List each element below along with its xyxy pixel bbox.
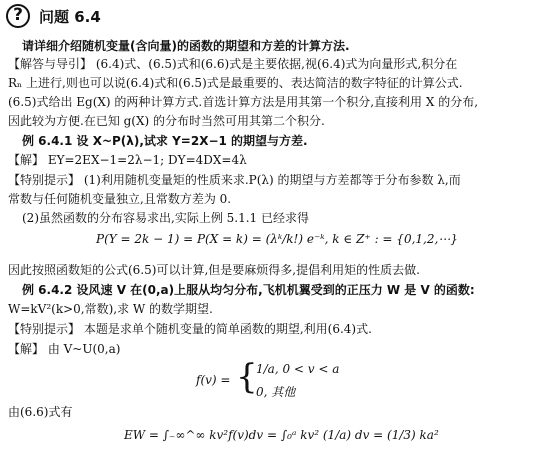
solution-6-4-1: 【解】 EY=2EX−1=2λ−1; DY=4DX=4λ [8,153,247,167]
answer-guide-line-1: 【解答与导引】 (6.4)式、(6.5)式和(6.6)式是主要依据,视(6.4)式为向量形式,积分在 [8,57,458,71]
piecewise-brace: { [236,357,258,397]
question-title: 问题 6.4 [39,8,101,26]
example-6-4-1: 例 6.4.1 设 X~P(λ),试求 Y=2X−1 的期望与方差. [22,134,308,148]
answer-guide-line-4: 因此较为方便.在已知 g(X) 的分布时当然可用其第二个积分. [8,114,325,128]
special-tip-line-3: (2)虽然函数的分布容易求出,实际上例 5.1.1 已经求得 [22,211,309,225]
expectation-formula: EW = ∫₋∞^∞ kv²f(v)dv = ∫₀ᵃ kv² (1/a) dv = (1/3) ka² [124,428,439,442]
conclusion-line: 因此按照函数矩的公式(6.5)可以计算,但是要麻烦得多,提倡利用矩的性质去做. [8,263,420,277]
from-6-6-line: 由(6.6)式有 [8,405,73,419]
answer-guide-line-3: (6.5)式给出 Eg(X) 的两种计算方式.首选计算方法是用其第一个积分,直接利用 X 的分布, [8,95,479,109]
pdf-lhs: f(v) = [196,373,231,387]
example-6-4-2-line-1: 例 6.4.2 设风速 V 在(0,a)上服从均匀分布,飞机机翼受到的正压力 W 是 V 的函数: [22,283,475,297]
special-tip-line-1: 【特别提示】 (1)利用随机变量矩的性质来求.P(λ) 的期望与方差都等于分布参数 λ,而 [8,173,461,187]
answer-guide-line-2: Rₙ 上进行,则也可以说(6.4)式和(6.5)式是最重要的、表达简洁的数字特征的计算公式. [8,76,463,90]
pdf-case-2: 0, 其他 [256,385,296,399]
special-tip-line-2: 常数与任何随机变量独立,且常数方差为 0. [8,192,232,206]
solution-6-4-2-start: 【解】 由 V~U(0,a) [8,342,121,356]
special-tip-6-4-2: 【特别提示】 本题是求单个随机变量的简单函数的期望,利用(6.4)式. [8,322,372,336]
question-mark-icon: ? [6,4,30,28]
pdf-case-1: 1/a, 0 < v < a [256,362,340,376]
question-text: 请详细介绍随机变量(含向量)的函数的期望和方差的计算方法. [22,39,350,53]
poisson-distribution-formula: P(Y = 2k − 1) = P(X = k) = (λᵏ/k!) e⁻ᵏ, k ∈ Z⁺ : = {0,1,2,⋯} [96,232,458,246]
example-6-4-2-line-2: W=kV²(k>0,常数),求 W 的数学期望. [8,302,213,316]
